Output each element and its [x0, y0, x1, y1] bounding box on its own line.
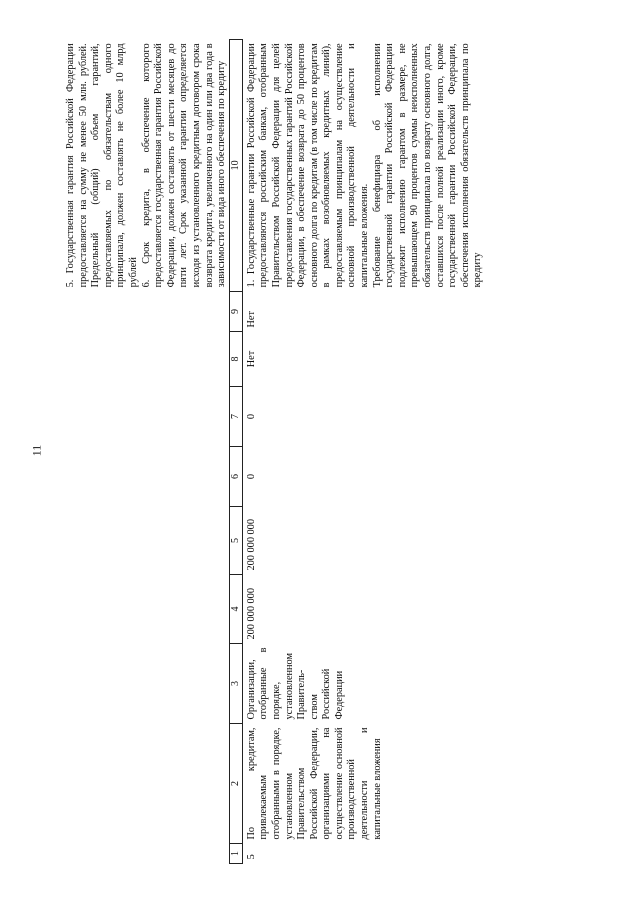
- header-col-1: 1: [229, 844, 242, 864]
- financial-check: Нет: [245, 310, 257, 328]
- amount-year-1: 200 000 000: [245, 519, 257, 571]
- other-conditions-cell: [242, 39, 485, 291]
- table-row: [242, 39, 485, 863]
- rotated-table-container: [62, 40, 614, 864]
- table-header-row: [229, 39, 242, 863]
- header-col-3: 3: [229, 644, 242, 724]
- header-col-6: 6: [229, 447, 242, 507]
- regress-right: Нет: [245, 350, 257, 368]
- total-amount: 200 000 000: [245, 588, 257, 640]
- row-number: 5: [245, 854, 257, 860]
- header-col-7: 7: [229, 387, 242, 447]
- prev-row-conditions-cell: [62, 39, 229, 291]
- header-col-10: 10: [229, 39, 242, 291]
- guarantee-purpose: По кредитам, привлекаемым отобранными в порядке, установленном Правительством Российской Федерации, организациями на осуществление основной производственной деятельности и капитальные вложения: [245, 727, 383, 840]
- amount-year-2: 0: [245, 473, 257, 480]
- prev-condition-6: 6. Срок кредита, в обеспечение которого предоставляется государственная гарантия Российской Федерации, должен составлять от шести месяцев до пяти лет. Срок указанной гарантии определяется исходя из установленного кредитным договором срока возврата кредита, увеличенного на один или два года в зависимости от вида иного обеспечения по кредиту: [140, 43, 228, 288]
- prev-row-continuation: [62, 39, 229, 863]
- condition-1: 1. Государственные гарантии Российской Федерации предоставляются российским банкам, отобранным Правительством Российской Федерации для целей предоставления государственных гарантий Российской Федерации, в обеспечение возврата до 50 процентов основного долга по кредитам (в том числе по кредитам в рамках возобновляемых кредитных линий), предоставляемым принципалам на осуществление основной производственной деятельности и капитальные вложения.: [245, 43, 371, 288]
- page-number: 11: [29, 444, 44, 457]
- header-col-9: 9: [229, 291, 242, 331]
- prev-condition-5: 5. Государственная гарантия Российской Федерации предоставляется на сумму не менее 50 млн. рублей. Предельный (общий) объем гарантий, предоставляемых по обязательствам одного принципала, должен составлять не более 10 млрд рублей: [65, 43, 139, 288]
- principal-category: Организации, отобранные в порядке, установленном Правитель-ством Российской Федерации: [245, 647, 345, 720]
- header-col-8: 8: [229, 332, 242, 387]
- condition-2: Требование бенефициара об исполнении государственной гарантии Российской Федерации подлежит исполнению гарантом в размере, не превышающем 90 процентов суммы неисполненных обязательств принципала по возврату основного долга, оставшихся после полной реализации иного, кроме государственной гарантии Российской Федерации, обеспечения исполнения обязательств принципала по кредиту: [371, 43, 484, 288]
- guarantee-table: [62, 39, 485, 864]
- header-col-4: 4: [229, 575, 242, 644]
- header-col-2: 2: [229, 724, 242, 844]
- amount-year-3: 0: [245, 413, 257, 420]
- header-col-5: 5: [229, 507, 242, 575]
